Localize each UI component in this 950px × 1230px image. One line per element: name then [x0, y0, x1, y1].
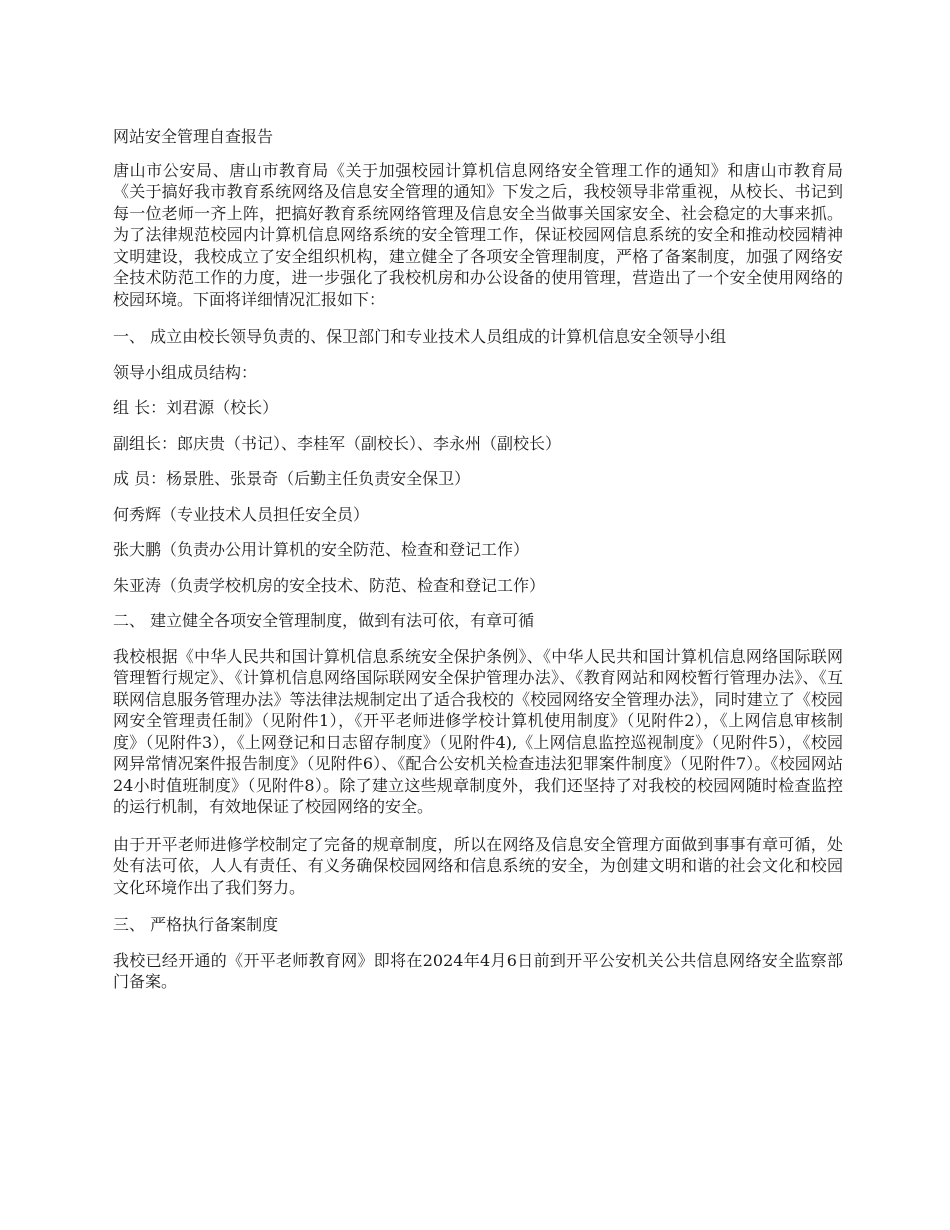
roster-structure-label: 领导小组成员结构： — [113, 362, 258, 382]
roster-members: 成 员：杨景胜、张景奇（后勤主任负责安全保卫） — [113, 469, 471, 488]
section-2-paragraph: 我校根据《中华人民共和国计算机信息系统安全保护条例》、《中华人民共和国计算机信息网络国际联网管理暂行规定》、《计算机信息网络国际联网安全保护管理办法》、《教育网站和网校暂行管理办法》、《互联网信息服务管理办法》等法律法规制定出了适合我校的《校园网络安全管理办法》，同时建立了《校园网安全管理责任制》（见附件1），《开平老师进修学校计算机使用制度》（见附件2），《上网信息审核制度》（见附件3），《上网登记和日志留存制度》（见附件4),《上网信息监控巡视制度》（见附件5），《校园网异常情况案件报告制度》（见附件6）、《配合公安机关检查违法犯罪案件制度》（见附件7）。《校园网站24小时值班制度》（见附件8）。除了建立这些规章制度外，我们还坚持了对我校的校园网随时检查监控的运行机制，有效地保证了校园网络的安全。 — [113, 646, 843, 816]
section-3-paragraph: 我校已经开通的《开平老师教育网》即将在2024年4月6日前到开平公安机关公共信息网络安全监察部门备案。 — [113, 950, 843, 991]
section-3-heading: 三、 严格执行备案制度 — [113, 915, 279, 934]
roster-member: 朱亚涛（负责学校机房的安全技术、防范、检查和登记工作） — [113, 575, 546, 595]
intro-paragraph: 唐山市公安局、唐山市教育局《关于加强校园计算机信息网络安全管理工作的通知》和唐山市教育局《关于搞好我市教育系统网络及信息安全管理的通知》下发之后，我校领导非常重视，从校长、书记到每一位老师一齐上阵，把搞好教育系统网络管理及信息安全当做事关国家安全、社会稳定的大事来抓。为了法律规范校园内计算机信息网络系统的安全管理工作，保证校园网信息系统的安全和推动校园精神文明建设，我校成立了安全组织机构，建立健全了各项安全管理制度，严格了备案制度，加强了网络安全技术防范工作的力度，进一步强化了我校机房和办公设备的使用管理，营造出了一个安全使用网络的校园环境。下面将详细情况汇报如下： — [113, 160, 843, 309]
document-title: 网站安全管理自查报告 — [113, 127, 274, 146]
leadership-roster — [113, 362, 843, 597]
section-1-heading: 一、 成立由校长领导负责的、保卫部门和专业技术人员组成的计算机信息安全领导小组 — [113, 327, 727, 346]
roster-leader: 组 长：刘君源（校长） — [113, 398, 279, 417]
document-page — [113, 126, 843, 1009]
section-2-paragraph: 由于开平老师进修学校制定了完备的规章制度，所以在网络及信息安全管理方面做到事事有章可循，处处有法可依，人人有责任、有义务确保校园网络和信息系统的安全，为创建文明和谐的社会文化和校园文化环境作出了我们努力。 — [113, 834, 843, 897]
roster-member: 张大鹏（负责办公用计算机的安全防范、检查和登记工作） — [113, 540, 530, 559]
roster-deputies: 副组长：郎庆贵（书记）、李桂军（副校长）、李永州（副校长） — [113, 433, 562, 453]
roster-member: 何秀辉（专业技术人员担任安全员） — [113, 504, 370, 524]
section-2-heading: 二、 建立健全各项安全管理制度，做到有法可依，有章可循 — [113, 611, 535, 630]
